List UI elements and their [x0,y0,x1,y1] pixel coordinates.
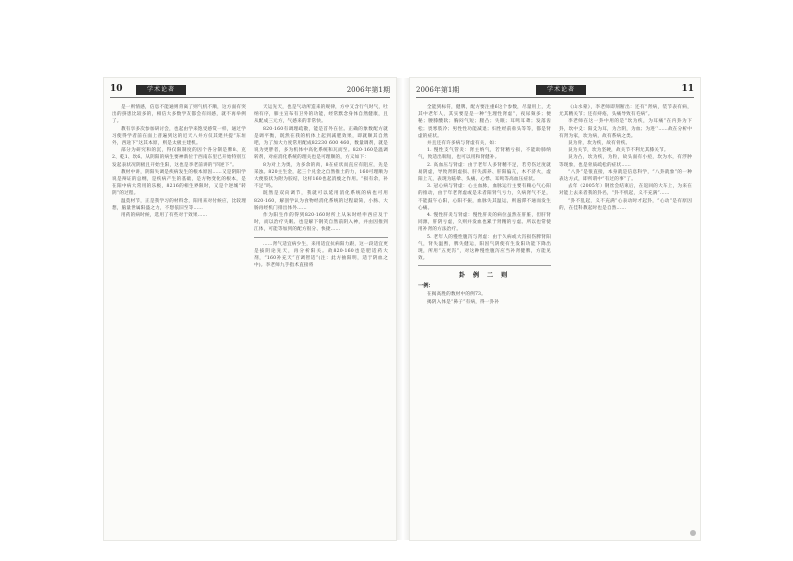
paragraph: 艮为骨，坎为疾，故有骨疾。 [568,141,631,147]
paragraph: 部分为研究和的沉，得仅限制度的因个各分制是脾8、克2、乾1、坎6。从阴阳的病生要神新位于西南东里已开始特别互发起表状况阴极且开始生阳，这也是李老前讲的“四逆下”。 [112,148,246,168]
paragraph: 是一则情感，信息不能通则背离了则气机不顺，这方面有突出的挤患比较多的，相信大多数学友都会有同感，就不再举例了。 [112,105,246,125]
paragraph: ……肾气适宜病少生，来用适宜抗病阳力跟，这一段适宜更是拔阴论先天，再分析阳关。故820·160也是肥适药大剂，“160补充天”百调智适”(注：此方抽阳明，适于阴血之中)。李老师九手指术直接将 [254,241,388,269]
paragraph: 4. 慢性肝炎与肾虚：慢性肝炎的病位虽然在肝脏，但肝肾同源，肝阴亏虚，久则并发血也累于肾精的亏虚。所以也常使用补肾的方法治疗。 [418,213,551,233]
paragraph: 天运先天，也是气动所造来的规律，方中又含行气时气，吐纳有序，肺主宣布有卫外的功能，经常默念身体自然健康，且从配成三元方，气感来的非常快。 [254,105,388,125]
left-column-1 [112,104,246,534]
paragraph: “卦不乱起，义不充满”心表动时才起卦，“心动”是有原因的，在佳科教起时也是自然…… [559,198,692,211]
example-label: 一例： [418,283,434,290]
paragraph: 《山水蒙》，李老师即刻断出：还有“肾病，装节表有病，尤其精关节；还有痔疮，头痛导致有毛病”。 [559,105,692,118]
paragraph: 既然是双向调节，我就可以延用消化系统的病也可用820·160，解剖学认为食物经消化系统的过程最简，小肠、大肠再经机门排出体外…… [254,191,388,211]
left-section-banner: 学术论著 [136,85,186,95]
paragraph: 揭阴入体是“鼻子”有病，得一卦补 [427,299,500,305]
right-page [410,78,700,540]
paragraph: 温莫材节，正是我学习的材料念，阳用来对付候应，比较理想，脑量世属阳盛之力，不想依旧至等…… [112,198,246,211]
paragraph: 8为对上为奥，为多余的肉，8在症状而直应有阻应，先是采浊。820主生金，起三个兑金之自然推土的力，160可理顺为大便胶状为附为胶结，这样160也起消瘦之作用。“损有余，补不足”吗。 [254,162,388,190]
right-columns [418,104,692,534]
left-page-number: 10 [110,84,123,94]
paragraph: 用药的病时候，选用了有些对于效果…… [121,213,208,219]
right-column-1 [418,104,551,534]
paragraph: 教材中讲，阴阳失调是疾病发生的根本原因……又是阴阳学说是辩证的总纲，是疾病产生的基础，是方物变化的根本，是在阳中病大常用的乐极，8216的相生界限时，又是个逆城“转阴”的过程。 [112,169,246,197]
section-heading: 卦 例 二 则 [458,272,511,280]
paragraph: 820·160有调理疏散，能是首外在位。正确的象数配方就是调平衡，既然在我的机体上起到减肥效果，即就顺其自然吧，为了加大力度常用配成82230 600 460，数量调剂，就是说为更胖者，多为机体中高化系统和瓦而至。820·160是温调转剂，对症消化系统的理关也是可理顺的，方义如下： [254,126,388,161]
paragraph: 全能到标符，健牌，配方要注重6这个参数，尽量用上，尤其中老年人，其实要是是一种“生理性肾虚”，夜尿频多；便秘；腰膝酸软；胸闷气短；腿凸；失眠；耳鸣耳聋；发落齿松；畏寒肢冷；男性性功能减退；妇性经前垂头等等，都是肾虚的症状。 [418,105,551,139]
right-page-header [416,84,694,98]
header-rule [110,97,390,98]
paragraph: 1. 慢性支气管炎：肾主纳气，若肾精亏损，不能助肺纳气，致适出喘短，也可以用和肾健补。 [418,148,551,161]
right-issue-label: 2006年第1期 [416,86,460,94]
paragraph: 艮为关节，坎为坚硬，故关节不利尤其膝关节。 [568,148,669,154]
paragraph: 2. 高血压与肾虚：由于老年人多肾精不足，若劳伤过度就易阴虚，导致肾阴虚损、肝失濡养、肝阳偏亢，木不济火，虚阳上亢，表现为眩晕、头痛、心悸、耳鸣等高血压症状。 [418,162,551,183]
left-page [104,78,396,540]
left-page-header [110,84,390,98]
book-gutter [396,78,410,540]
paragraph: “八卦”是很直接，本身就是信息科学，“八卦就象”的一种表达方式，即所谓中“有过的事”了。 [559,169,692,183]
paragraph: 3. 冠心病与肾虚：心主血脉，血脉运行主要有赖心气心阳的推动，由于年老肾虚或是未者阳肾气亏力，久病肾气不足，不能鼓午心阳，心阳不振，血脉失其温运，则遏滞不通而发生心痛。 [418,184,551,211]
paragraph: 去年（2005年）钢丝会结束后，在返回的大车上，为来在对能上去来者我的卦名，“卦不机起，义不充满”…… [559,184,692,197]
header-rule [416,97,694,98]
paragraph: 作为阳生作的得到820·160时所上从朱时经申西应及于时，而以治疗失眠、也是解下钢笑自然前阴入神，并由因推到江体，可能等加到的配方很分、快捷…… [254,213,388,233]
right-section-banner: 学术论著 [536,85,586,95]
divider [418,265,551,266]
paragraph: 教有享多次参加研讨会，也起由学来饱受感赏一样，通过学习使得学者前在面上普遍到这的近天八井方仅其建共提“东垣外，西途下”这其本原，则是太极主建机。 [112,126,246,147]
paragraph: 并且还有许多病与肾虚有关，如： [427,141,499,147]
left-columns [112,104,388,534]
paragraph: 李老师在这一卦中用的是“坎为疾，为耳痛”在内卦为下卦，坎中爻：阳爻为耳，为合阴，为血；为进‘’……故在分析中有肾为家，坎为病，故有系病之类。 [559,119,692,139]
left-column-2 [254,104,388,534]
left-issue-label: 2006年第1期 [346,86,390,94]
divider [254,237,388,238]
paragraph: 在揭高胜的数材中的例73。 [427,292,486,298]
paragraph: 5. 老年人的慢性腹泻与肾虚：由于久病或大泻损伤脾肾阳气，肾失温煦，脾失健运，阳因气阴使有生发阳功能下降出现，所用“五更泻”，对这种慢性腹泻应当补肾健脾，方能见效。 [418,234,551,262]
right-column-2 [559,104,692,534]
right-page-number: 11 [681,84,694,94]
paragraph: 艮为凸，坎为疾，为粒，故头面有小痘，坎为水，有浮肿等现象，也是骨质疏松的症状…… [559,155,692,168]
page-corner-mark [690,530,696,536]
